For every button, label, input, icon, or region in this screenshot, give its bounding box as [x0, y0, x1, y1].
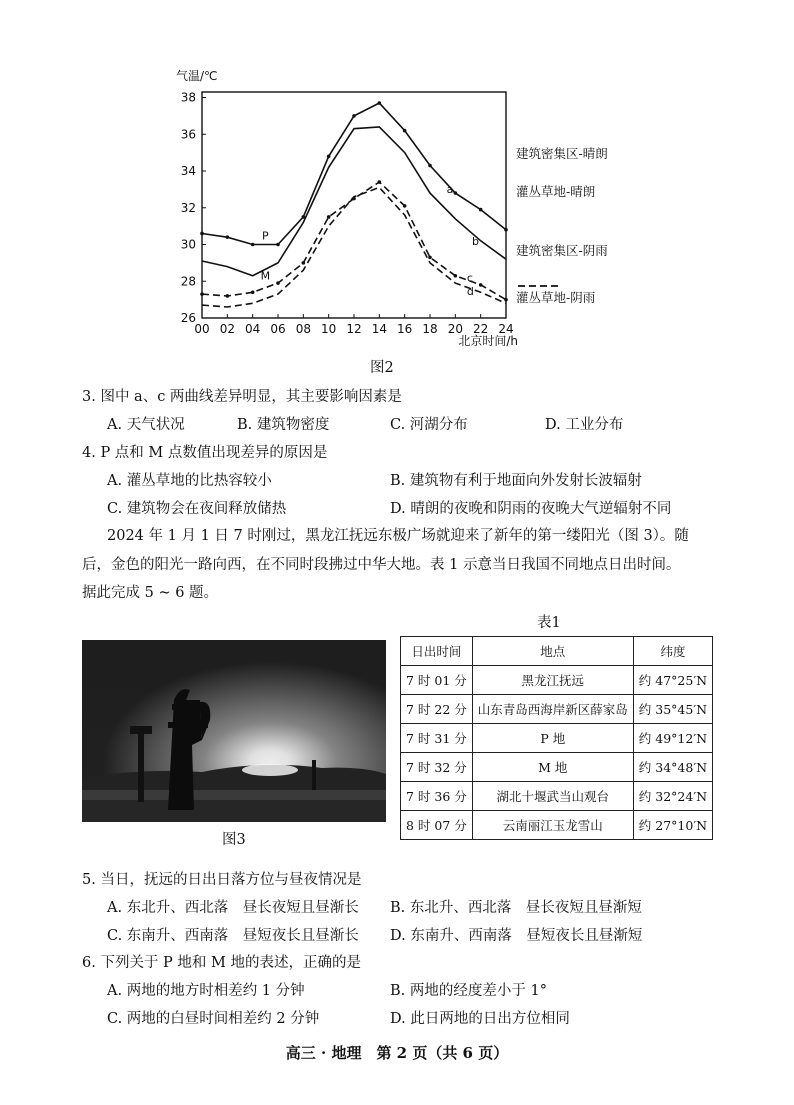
series-label-a: a: [446, 183, 454, 197]
header-latitude: 纬度: [633, 637, 712, 666]
q5-option-c: C. 东南升、西南落 昼短夜长且昼渐长: [107, 928, 359, 944]
series-point-c: [226, 294, 230, 298]
series-point-a: [200, 232, 204, 236]
table-row: [401, 666, 713, 695]
sunrise-photo: [82, 640, 386, 822]
table-row: [401, 753, 713, 782]
series-point-a: [403, 129, 407, 133]
cell-latitude: 约 35°45′N: [633, 695, 712, 724]
series-point-a: [378, 101, 382, 105]
series-label-d: d: [466, 285, 474, 299]
sunrise-table: [400, 636, 713, 840]
table-header-row: [401, 637, 713, 666]
series-point-c: [428, 256, 432, 260]
intro-line-2: 后，金色的阳光一路向西，在不同时段拂过中华大地。表 1 示意当日我国不同地点日出时间。: [82, 557, 681, 573]
x-tick-label: 20: [447, 322, 463, 336]
table-row: [401, 782, 713, 811]
q3-option-a: A. 天气状况: [107, 417, 185, 433]
series-label-b: b: [472, 234, 479, 248]
cell-location: 山东青岛西海岸新区薛家岛: [472, 695, 633, 724]
cell-time: 7 时 32 分: [401, 753, 473, 782]
cell-time: 7 时 22 分: [401, 695, 473, 724]
series-point-c: [251, 290, 255, 294]
series-point-a: [428, 164, 432, 168]
q4-option-d: D. 晴朗的夜晚和阴雨的夜晚大气逆辐射不同: [390, 501, 672, 517]
legend-entry: 建筑密集区-阴雨: [516, 243, 608, 258]
series-point-a: [479, 208, 483, 212]
cell-location: 湖北十堰武当山观台: [472, 782, 633, 811]
q6-stem: 6. 下列关于 P 地和 M 地的表述，正确的是: [82, 955, 361, 971]
q4-stem: 4. P 点和 M 点数值出现差异的原因是: [82, 445, 328, 461]
header-location: 地点: [472, 637, 633, 666]
series-point-c: [276, 281, 280, 285]
figure3-caption: 图3: [222, 832, 246, 848]
x-tick-label: 06: [270, 322, 286, 336]
cell-latitude: 约 49°12′N: [633, 724, 712, 753]
y-tick-label: 32: [180, 200, 196, 215]
x-tick-label: 02: [219, 322, 235, 336]
y-axis-label: 气温/℃: [176, 69, 218, 83]
y-tick-label: 28: [180, 274, 196, 289]
temperature-chart: [160, 62, 608, 362]
cell-time: 7 时 36 分: [401, 782, 473, 811]
series-line-d: [202, 188, 506, 308]
q4-option-c: C. 建筑物会在夜间释放储热: [107, 501, 287, 517]
cell-location: P 地: [472, 724, 633, 753]
q5-option-b: B. 东北升、西北落 昼长夜短且昼渐短: [390, 900, 642, 916]
y-tick-label: 38: [180, 90, 196, 105]
q6-option-d: D. 此日两地的日出方位相同: [390, 1011, 570, 1027]
x-tick-label: 16: [397, 322, 413, 336]
series-point-c: [479, 283, 483, 287]
series-point-c: [403, 204, 407, 208]
series-point-c: [327, 215, 331, 219]
x-tick-label: 04: [245, 322, 261, 336]
x-tick-label: 18: [422, 322, 438, 336]
x-tick-label: 12: [346, 322, 362, 336]
series-point-c: [302, 261, 306, 265]
y-tick-label: 26: [180, 311, 196, 325]
q4-option-a: A. 灌丛草地的比热容较小: [107, 473, 272, 489]
q4-option-b: B. 建筑物有利于地面向外发射长波辐射: [390, 473, 642, 489]
series-point-a: [251, 243, 255, 247]
intro-line-3: 据此完成 5 ~ 6 题。: [82, 585, 219, 601]
cell-time: 7 时 31 分: [401, 724, 473, 753]
series-point-a: [276, 243, 280, 247]
table-row: [401, 724, 713, 753]
cell-location: 云南丽江玉龙雪山: [472, 811, 633, 840]
series-point-c: [504, 298, 508, 302]
series-point-a: [504, 228, 508, 232]
series-point-a: [327, 155, 331, 159]
q3-option-c: C. 河湖分布: [390, 417, 468, 433]
legend-entry: 灌丛草地-阴雨: [516, 290, 596, 305]
series-point-c: [200, 292, 204, 296]
q5-option-a: A. 东北升、西北落 昼长夜短且昼渐长: [107, 900, 359, 916]
series-point-a: [352, 114, 356, 118]
series-label-c: c: [466, 271, 473, 285]
y-tick-label: 34: [180, 164, 196, 179]
table-row: [401, 695, 713, 724]
intro-line-1: 2024 年 1 月 1 日 7 时刚过，黑龙江抚远东极广场就迎来了新年的第一缕阳光（图 3）。随: [107, 528, 689, 544]
q3-stem: 3. 图中 a、c 两曲线差异明显，其主要影响因素是: [82, 389, 402, 405]
cell-time: 8 时 07 分: [401, 811, 473, 840]
x-tick-label: 14: [371, 322, 387, 336]
x-tick-label: 22: [473, 322, 489, 336]
series-point-c: [378, 180, 382, 184]
x-tick-label: 10: [321, 322, 337, 336]
legend-entry: 建筑密集区-晴朗: [516, 146, 608, 161]
series-point-a: [454, 191, 458, 195]
x-axis-label: 北京时间/h: [458, 334, 518, 348]
x-tick-label: 00: [194, 322, 210, 336]
q3-option-d: D. 工业分布: [545, 417, 624, 433]
cell-latitude: 约 47°25′N: [633, 666, 712, 695]
cell-location: M 地: [472, 753, 633, 782]
cell-latitude: 约 32°24′N: [633, 782, 712, 811]
series-point-a: [226, 235, 230, 239]
q5-option-d: D. 东南升、西南落 昼短夜长且昼渐短: [390, 928, 643, 944]
page-footer: 高三 · 地理 第 2 页（共 6 页）: [285, 1044, 509, 1062]
legend-entry: 灌丛草地-晴朗: [516, 184, 596, 199]
cell-latitude: 约 27°10′N: [633, 811, 712, 840]
q5-stem: 5. 当日，抚远的日出日落方位与昼夜情况是: [82, 872, 362, 888]
figure2-caption: 图2: [370, 360, 394, 376]
cell-location: 黑龙江抚远: [472, 666, 633, 695]
q6-option-a: A. 两地的地方时相差约 1 分钟: [107, 983, 305, 999]
x-tick-label: 08: [295, 322, 311, 336]
series-line-b: [202, 127, 506, 276]
series-point-c: [454, 274, 458, 278]
q6-option-c: C. 两地的白昼时间相差约 2 分钟: [107, 1011, 320, 1027]
table-row: [401, 811, 713, 840]
q3-option-b: B. 建筑物密度: [237, 417, 330, 433]
point-label-P: P: [262, 229, 269, 243]
table1-caption: 表1: [537, 615, 561, 631]
header-sunrise-time: 日出时间: [401, 637, 473, 666]
y-tick-label: 30: [180, 237, 196, 252]
y-tick-label: 36: [180, 127, 196, 142]
cell-time: 7 时 01 分: [401, 666, 473, 695]
x-tick-label: 24: [498, 322, 514, 336]
q6-option-b: B. 两地的经度差小于 1°: [390, 983, 547, 999]
cell-latitude: 约 34°48′N: [633, 753, 712, 782]
point-label-M: M: [260, 269, 271, 283]
